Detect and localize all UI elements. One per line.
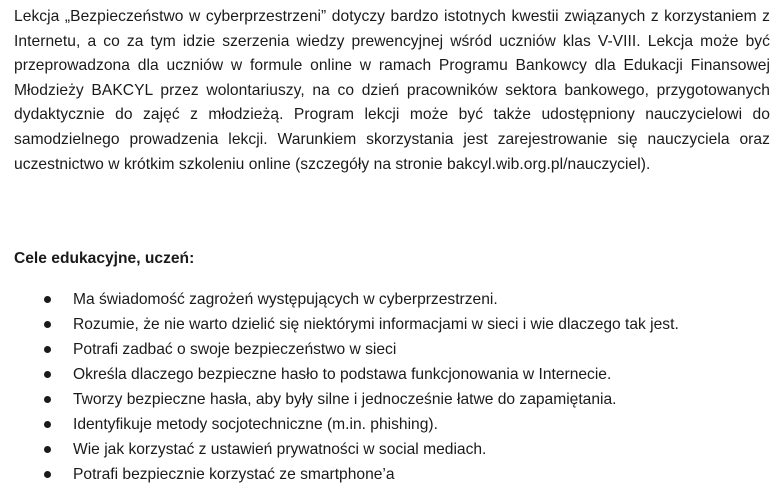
bullet-icon	[44, 421, 51, 428]
goal-text: Rozumie, że nie warto dzielić się niektórymi informacjami w sieci i wie dlaczego tak jest.	[73, 316, 679, 333]
intro-paragraph: Lekcja „Bezpieczeństwo w cyberprzestrzeni” dotyczy bardzo istotnych kwestii związanych z korzystaniem z Internetu, a co za tym idzie szerzenia wiedzy prewencyjnej wśród uczniów klas V-VIII. Lekcja może być przeprowadzona dla uczniów w formule online w ramach Programu Bankowcy dla Edukacji Finansowej Młodzieży BAKCYL przez wolontariuszy, na co dzień pracowników sektora bankowego, przygotowanych dydaktycznie do zajęć z młodzieżą. Program lekcji może być także udostępniony nauczycielowi do samodzielnego prowadzenia lekcji. Warunkiem skorzystania jest zarejestrowanie się nauczyciela oraz uczestnictwo w krótkim szkoleniu online (szczegóły na stronie bakcyl.wib.org.pl/nauczyciel).	[14, 8, 770, 173]
bullet-icon	[44, 446, 51, 453]
bullet-icon	[44, 371, 51, 378]
goal-text: Identyfikuje metody socjotechniczne (m.in. phishing).	[73, 416, 438, 433]
goal-text: Ma świadomość zagrożeń występujących w cyberprzestrzeni.	[73, 291, 498, 308]
bullet-icon	[44, 346, 51, 353]
goal-text: Wie jak korzystać z ustawień prywatności w social mediach.	[73, 441, 487, 458]
goal-text: Potrafi zadbać o swoje bezpieczeństwo w sieci	[73, 341, 397, 358]
goals-heading: Cele edukacyjne, uczeń:	[14, 250, 195, 267]
goal-text: Tworzy bezpieczne hasła, aby były silne i jednocześnie łatwe do zapamiętania.	[73, 391, 617, 408]
goal-text: Określa dlaczego bezpieczne hasło to podstawa funkcjonowania w Internecie.	[73, 366, 612, 383]
bullet-icon	[44, 396, 51, 403]
bullet-icon	[44, 321, 51, 328]
goal-text: Potrafi bezpiecznie korzystać ze smartphone’a	[73, 466, 395, 483]
bullet-icon	[44, 296, 51, 303]
bullet-icon	[44, 471, 51, 478]
